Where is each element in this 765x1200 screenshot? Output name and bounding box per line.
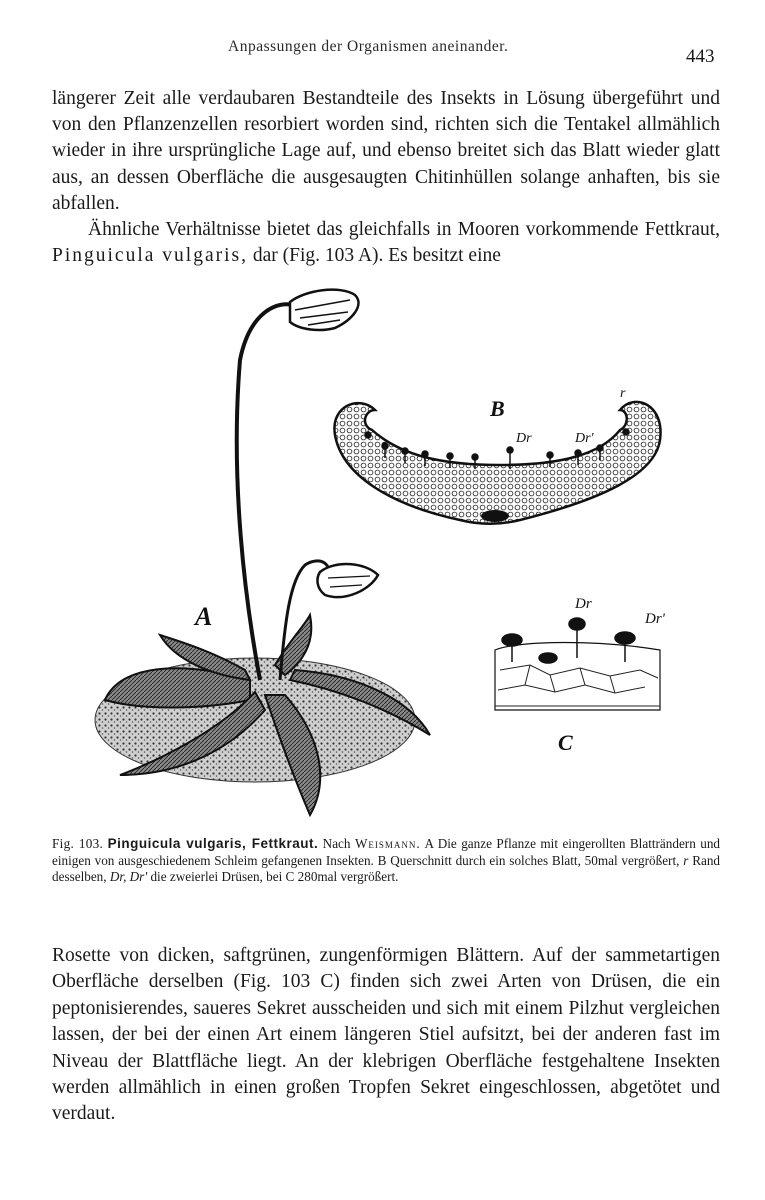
caption-text-2: Rand desselben, bbox=[52, 852, 721, 885]
figure-c-glands bbox=[495, 596, 666, 755]
caption-dr-letters: Dr, Dr' bbox=[109, 869, 148, 885]
label-b-dr: Dr bbox=[516, 431, 532, 446]
paragraph-2-start: Ähnliche Verhältnisse bietet das gleichfalls in Mooren vorkommende Fettkraut, bbox=[88, 219, 720, 241]
figure-103 bbox=[80, 280, 700, 820]
caption-species: Pinguicula vulgaris, Fettkraut. bbox=[107, 836, 319, 851]
bottom-text-block bbox=[52, 943, 720, 1128]
caption-text-1: A Die ganze Pflanze mit eingerollten Blatträndern und einigen von ausgeschiedenem Schleim gefangenen Insekten. B Querschnitt durch ein solches Blatt, 50mal vergrößert, bbox=[52, 836, 721, 868]
top-text-block bbox=[52, 86, 720, 269]
running-title: Anpassungen der Organismen aneinander. bbox=[228, 38, 509, 55]
label-a: A bbox=[195, 602, 213, 631]
label-b-dr-prime: Dr' bbox=[575, 431, 594, 446]
figure-caption bbox=[52, 836, 720, 886]
caption-after-species: Nach bbox=[322, 836, 351, 851]
figure-a-plant bbox=[95, 290, 430, 815]
caption-fig-number: Fig. 103. bbox=[52, 836, 104, 851]
page-header bbox=[0, 38, 765, 68]
label-c-dr: Dr bbox=[575, 596, 592, 612]
paragraph-2-end: dar (Fig. 103 A). Es besitzt eine bbox=[252, 245, 501, 267]
label-c: C bbox=[558, 730, 573, 755]
species-name: Pinguicula vulgaris, bbox=[52, 245, 248, 267]
paragraph-1: längerer Zeit alle verdaubaren Bestandteile des Insekts in Lösung übergeführt und von den Pflanzenzellen resorbiert worden sind, richten sich die Tentakel allmählich wieder in ihre ursprüngliche Lage auf, und ebenso breitet sich das Blatt wieder glatt aus, an dessen Oberfläche die ausgesaugten Chitinhüllen solange anhaften, bis sie abfallen. bbox=[52, 88, 720, 214]
figure-b-cross-section bbox=[334, 386, 660, 524]
label-b-r: r bbox=[620, 386, 626, 401]
caption-author: Weismann. bbox=[354, 836, 421, 851]
paragraph-2 bbox=[52, 217, 720, 269]
page-number: 443 bbox=[686, 46, 715, 67]
caption-text-3: die zweierlei Drüsen, bei C 280mal vergrößert. bbox=[150, 869, 399, 885]
label-c-dr-prime: Dr' bbox=[645, 611, 665, 627]
paragraph-3: Rosette von dicken, saftgrünen, zungenförmigen Blättern. Auf der sammetartigen Oberfläche derselben (Fig. 103 C) finden sich zwei Arten von Drüsen, die ein peptonisierendes, saueres Sekret ausscheiden und sich mit einem Pilzhut vergleichen lassen, der bei der einen Art einem längeren Stiel aufsitzt, bei der anderen fast im Niveau der Blattfläche liegt. An der klebrigen Oberfläche festgehaltene Insekten werden allmählich in einen großen Tropfen Sekret eingeschlossen, abgetötet und verdaut. bbox=[52, 945, 720, 1125]
label-b: B bbox=[490, 396, 505, 421]
figure-illustration bbox=[80, 280, 700, 820]
caption-r-letter: r bbox=[683, 852, 689, 868]
